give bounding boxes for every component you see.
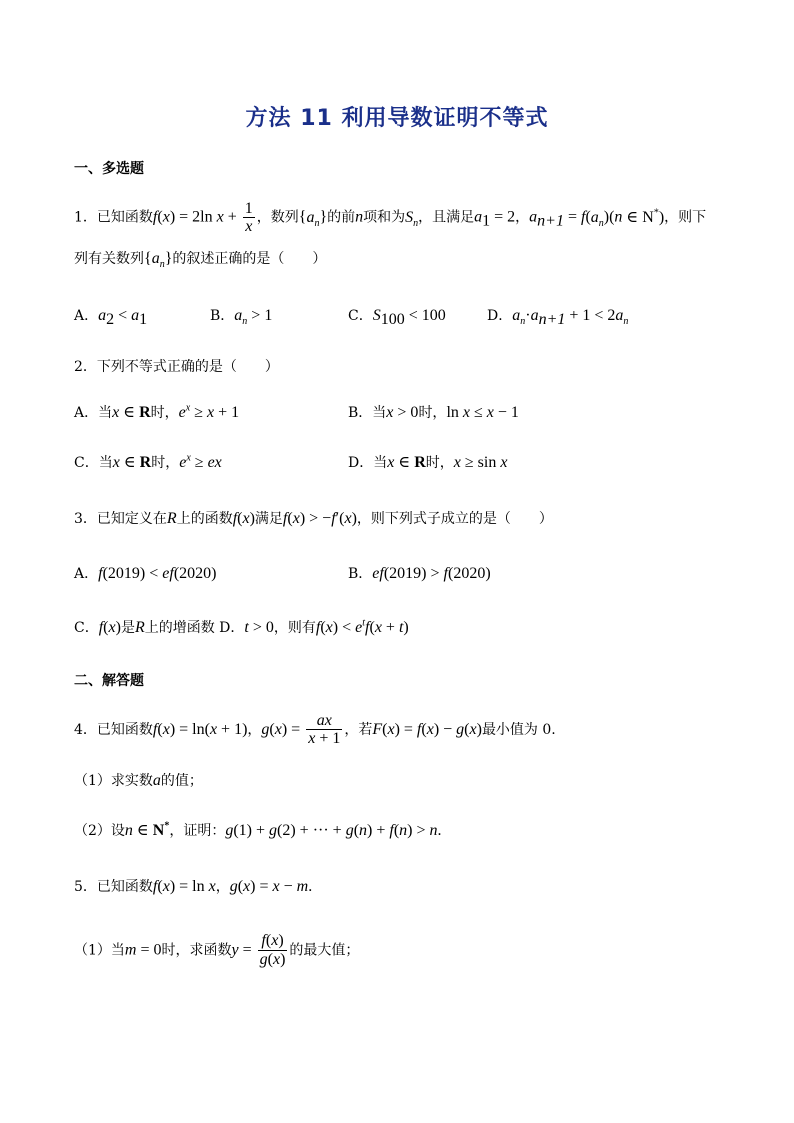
fraction: $\frac{ax}{x + 1}$ (308, 712, 341, 747)
page-title: 方法 11 利用导数证明不等式 (245, 106, 549, 131)
question-1-option-a: A．$a_2 < a_1$ (74, 307, 148, 328)
question-3-option-a: A．f(2019) < ef(2020) (74, 565, 217, 582)
question-5-part-1: （1）当m = 0时，求函数y = $\frac{f(x)}{g(x)}$ 的最大值； (74, 932, 360, 968)
question-4-part-2: （2）设n ∈ N*，证明：g(1) + g(2) + ··· + g(n) + f(n) > n. (74, 820, 442, 839)
question-1-line-1: 1．已知函数f(x) = 2ln x + $\frac{1}{x}$ ，数列$\{a_n\}$的前n项和为$S_n$，且满足$a_1 = 2$，$a_{n+1} = f(a_n)(n$ ∈ N*)，则下 (74, 200, 707, 235)
question-4-part-1: （1）求实数a的值； (74, 772, 203, 789)
question-2-option-d: D．当x ∈ R时，x ≥ sin x (348, 454, 508, 471)
fraction: $\frac{1}{x}$ (244, 200, 253, 235)
question-1-line-2: 列有关数列$\{a_n\}$的叙述正确的是（ ） (74, 250, 327, 271)
question-2-stem: 2．下列不等式正确的是（ ） (74, 359, 279, 375)
question-3-stem: 3．已知定义在R上的函数f(x)满足f(x) > −f′(x)，则下列式子成立的是（ ） (74, 510, 553, 527)
question-2-option-c: C．当x ∈ R时，$e^x$ ≥ ex (74, 452, 222, 471)
question-1-option-d: D．$a_n\cdot a_{n+1} + 1 < 2a_n$ (487, 307, 629, 328)
question-4-stem: 4．已知函数f(x) = ln(x + 1)，g(x) = $\frac{ax}{x + 1}$ ，若F(x) = f(x) − g(x)最小值为 0. (74, 712, 556, 747)
question-1-option-b: B．$a_n > 1$ (210, 307, 273, 328)
section-heading-answer: 二、解答题 (74, 673, 144, 689)
question-2-option-a: A．当x ∈ R时，$e^x \ge x + 1$ (74, 402, 240, 421)
question-1-option-c: C．$S_{100} < 100$ (348, 307, 446, 328)
fraction: $\frac{f(x)}{g(x)}$ (259, 932, 286, 968)
question-2-option-b: B．当x > 0时，ln x ≤ x − 1 (348, 404, 519, 421)
section-heading-multiple-choice: 一、多选题 (74, 161, 144, 177)
question-3-option-c-d: C．f(x)是R上的增函数 D．t > 0，则有$f(x) < e^tf(x + t)$ (74, 617, 409, 636)
question-3-option-b: B．ef(2019) > f(2020) (348, 565, 491, 582)
question-5-stem: 5．已知函数f(x) = ln x，g(x) = x − m. (74, 878, 313, 895)
